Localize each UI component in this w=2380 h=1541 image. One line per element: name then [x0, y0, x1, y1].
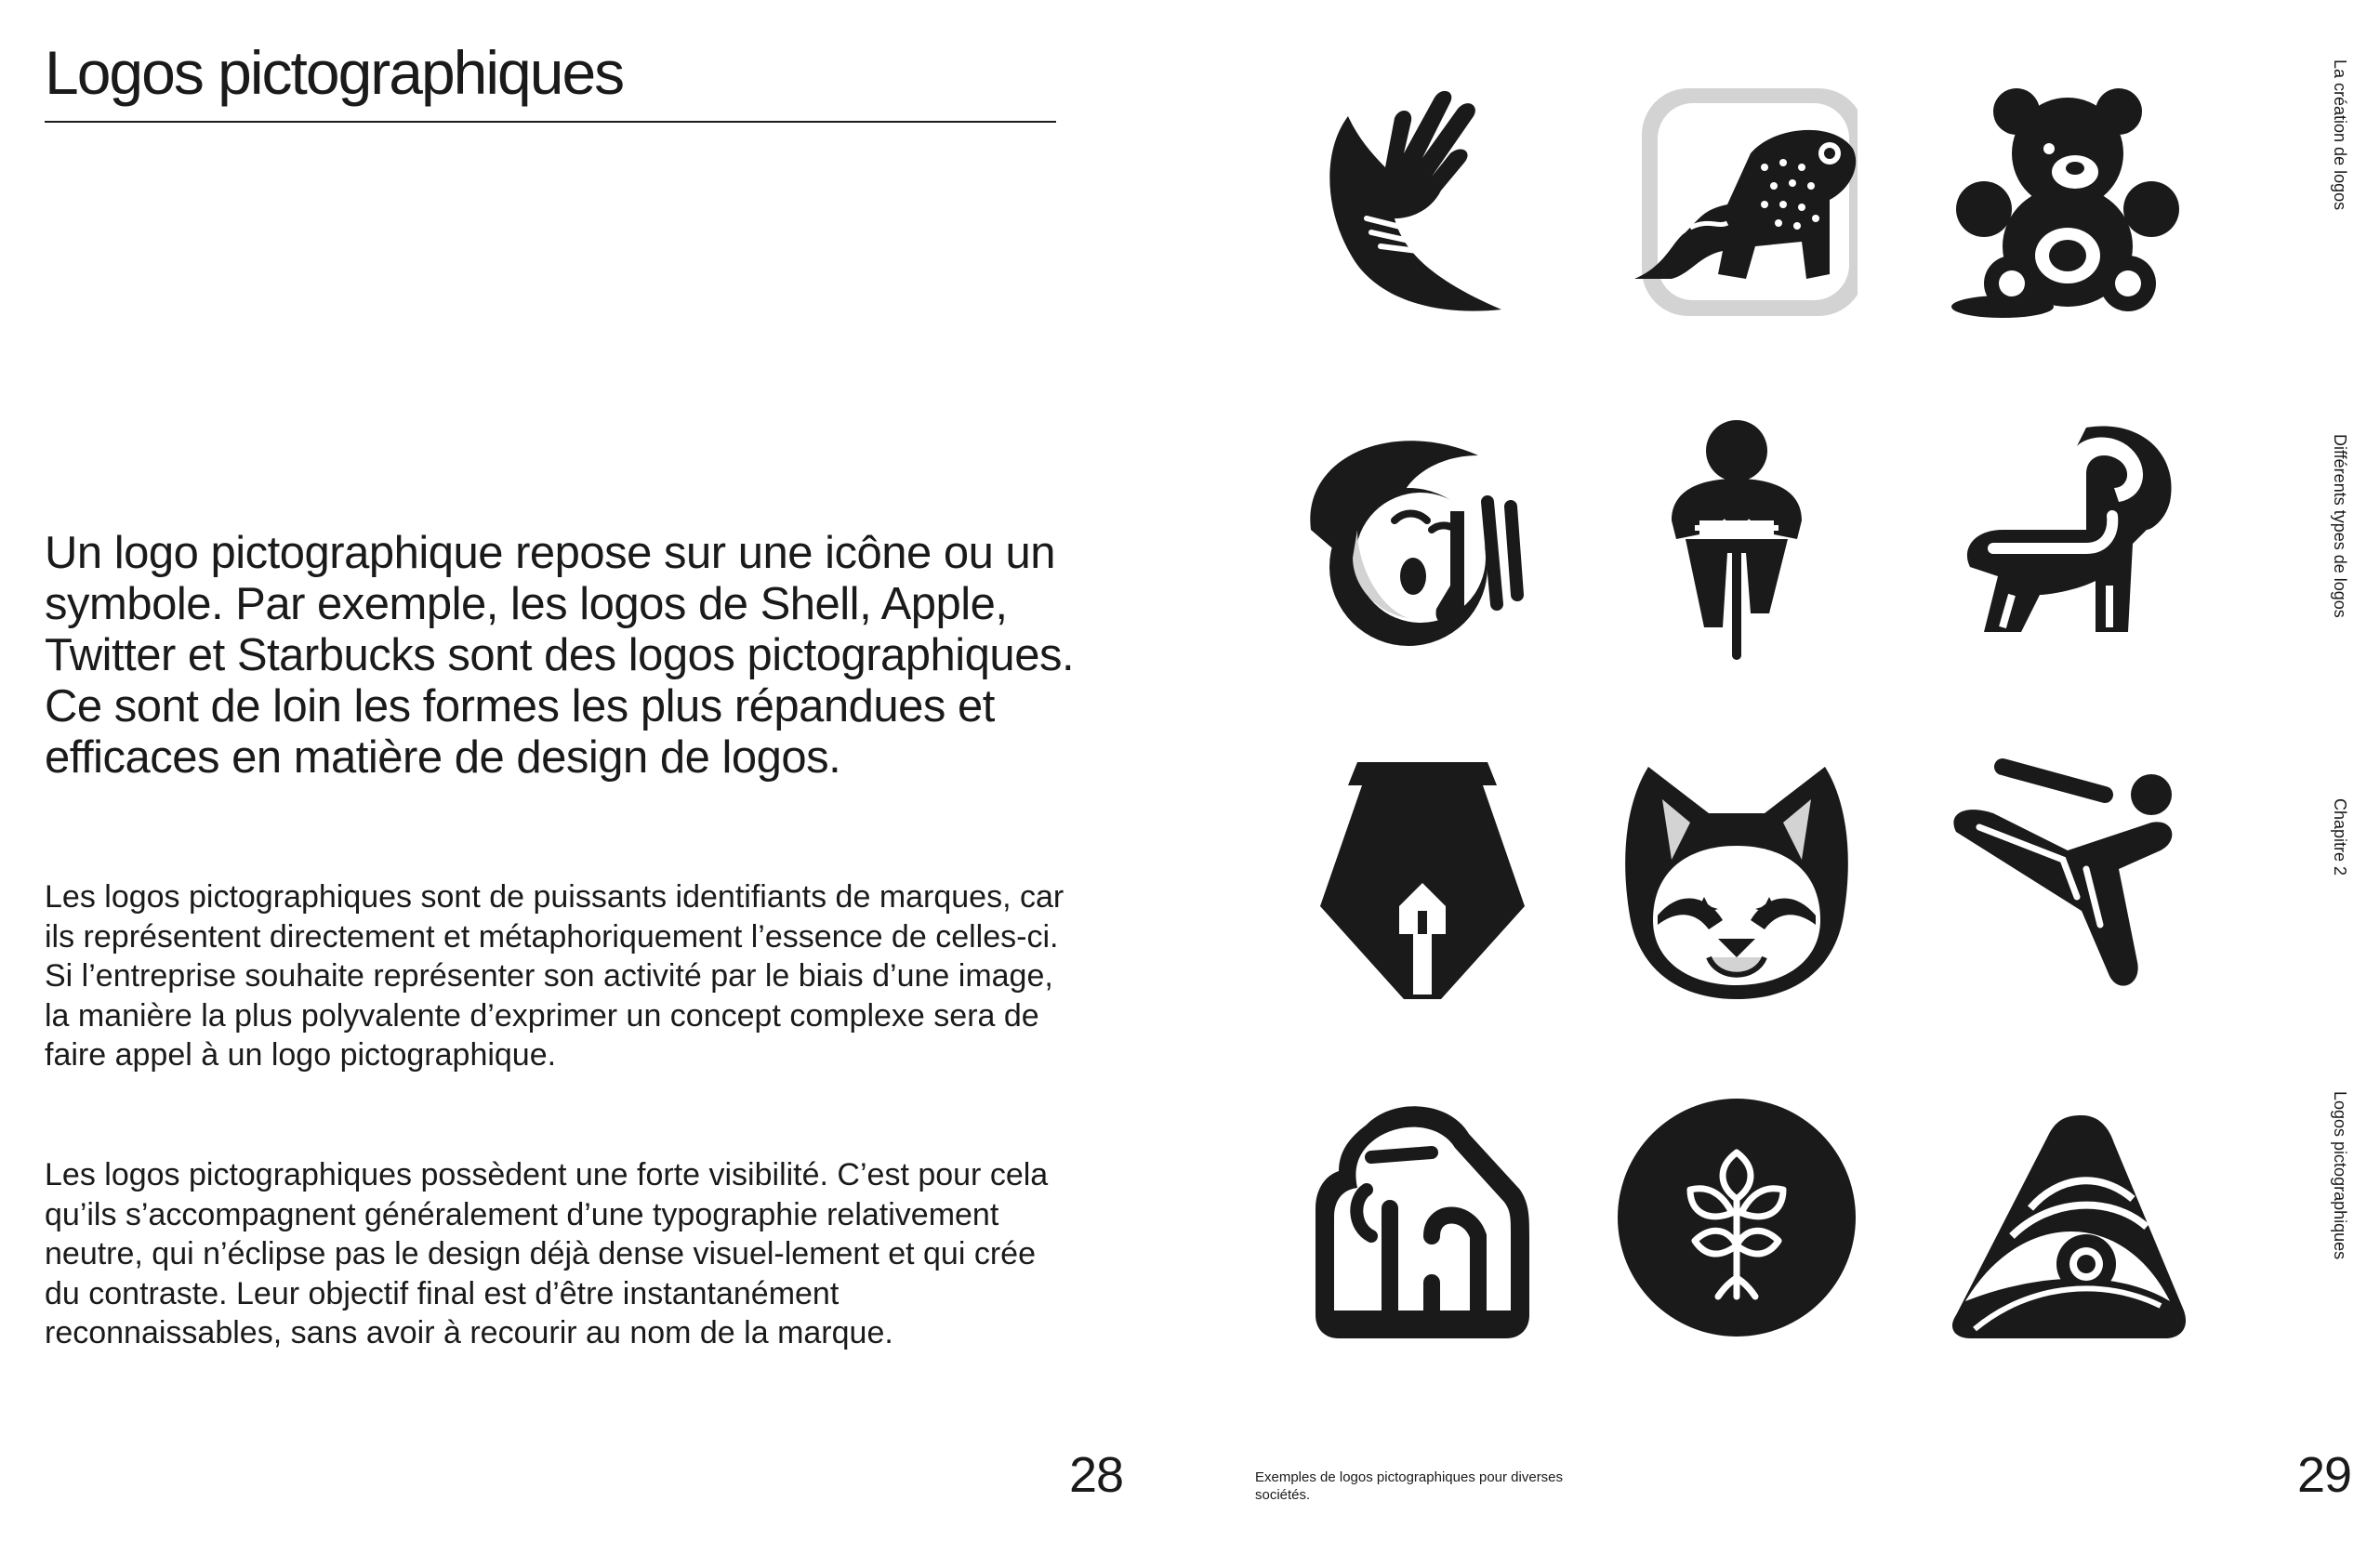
husky-icon	[1616, 757, 1858, 999]
side-nav-item-pictographic[interactable]: Logos pictographiques	[2331, 1091, 2349, 1260]
lead-paragraph: Un logo pictographique repose sur une icône ou un symbole. Par exemple, les logos de Shell, Apple, Twitter et Starbucks sont des logos pictographiques. Ce sont de loin les formes les plus répandues et efficaces en matière de design de logos.	[45, 528, 1075, 783]
celtic-tree-icon	[1616, 1097, 1858, 1338]
ram-icon	[1947, 418, 2188, 660]
page-number-right: 29	[2297, 1447, 2352, 1503]
side-nav-item-logo-types[interactable]: Différents types de logos	[2331, 434, 2349, 618]
body-paragraph-2: Les logos pictographiques possèdent une forte visibilité. C’est pour cela qu’ils s’accompagnent généralement d’une typographie relativement neutre, qui n’éclipse pas le design déjà dense visuel-lement et qui crée du contraste. Leur objectif final est d’être instantanément reconnaissables, sans avoir à recourir au nom de la marque.	[45, 1157, 1049, 1350]
page-number-left: 28	[1069, 1447, 1124, 1503]
title-divider	[45, 121, 1056, 123]
gorilla-icon	[1302, 1097, 1543, 1338]
side-nav-item-logo-creation[interactable]: La création de logos	[2331, 59, 2349, 211]
body-paragraph-1: Les logos pictographiques sont de puissants identifiants de marques, car ils représentent directement et métaphoriquement l’essence de celles-ci. Si l’entreprise souhaite représenter son activité par le biais d’une image, la manière la plus polyvalente d’exprimer un concept complexe sera de faire appel à un logo pictographique.	[45, 879, 1064, 1073]
page-title: Logos pictographiques	[45, 38, 624, 107]
figure-caption: Exemples de logos pictographiques pour diverses sociétés.	[1255, 1469, 1564, 1503]
pen-nib-house-icon	[1302, 757, 1543, 999]
shouting-face-icon	[1302, 418, 1543, 660]
karate-kick-icon	[1947, 757, 2188, 999]
eye-triangle-icon	[1947, 1097, 2188, 1338]
teddy-bear-icon	[1947, 79, 2188, 321]
lion-icon	[1616, 79, 1858, 321]
cyclist-icon	[1616, 418, 1858, 660]
side-nav-item-chapter[interactable]: Chapitre 2	[2331, 798, 2349, 876]
hands-icon	[1302, 79, 1543, 321]
